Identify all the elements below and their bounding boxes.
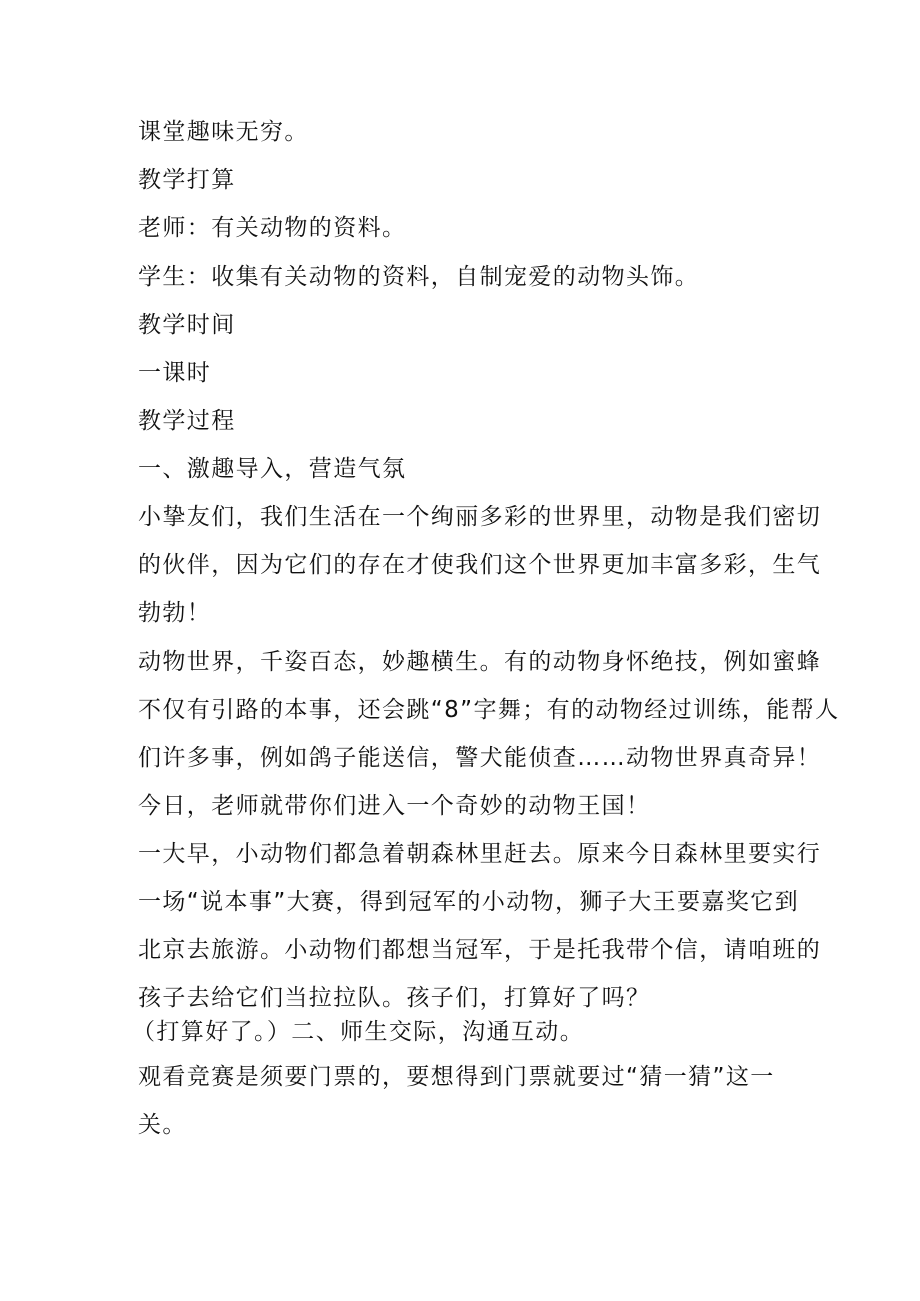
section-heading: 一、激趣导入，营造气氛 <box>138 456 407 482</box>
paragraph-line: 们许多事，例如鸽子能送信，警犬能侦查……动物世界真奇异！ <box>138 745 822 771</box>
text-line: 一课时 <box>138 360 212 386</box>
text-line: 老师：有关动物的资料。 <box>138 215 407 241</box>
section-heading: 教学过程 <box>138 408 236 434</box>
paragraph-line: 小挚友们，我们生活在一个绚丽多彩的世界里，动物是我们密切 <box>138 504 822 530</box>
paragraph-line: 的伙伴，因为它们的存在才使我们这个世界更加丰富多彩，生气 <box>138 552 822 578</box>
paragraph-line: 一大早，小动物们都急着朝森林里赶去。原来今日森林里要实行 <box>138 841 822 867</box>
paragraph-line: 动物世界，千姿百态，妙趣横生。有的动物身怀绝技，例如蜜蜂 <box>138 649 822 675</box>
paragraph-line: 勃勃！ <box>138 600 212 626</box>
paragraph-line: 不仅有引路的本事，还会跳“8”字舞；有的动物经过训练，能帮人 <box>138 697 840 723</box>
paragraph-line: （打算好了。）二、师生交际，沟通互动。 <box>132 1019 585 1045</box>
section-heading: 教学打算 <box>138 167 236 193</box>
text-line: 课堂趣味无穷。 <box>138 119 309 145</box>
paragraph-line: 观看竞赛是须要门票的，要想得到门票就要过“猜一猜”这一 <box>138 1064 775 1090</box>
section-heading: 教学时间 <box>138 312 236 338</box>
paragraph-line: 关。 <box>138 1112 187 1138</box>
paragraph-line: 孩子去给它们当拉拉队。孩子们，打算好了吗？ <box>138 985 651 1011</box>
paragraph-line: 今日，老师就带你们进入一个奇妙的动物王国！ <box>138 793 651 819</box>
text-line: 学生：收集有关动物的资料，自制宠爱的动物头饰。 <box>138 264 700 290</box>
paragraph-line: 北京去旅游。小动物们都想当冠军，于是托我带个信，请咱班的 <box>138 937 822 963</box>
paragraph-line: 一场“说本事”大赛，得到冠军的小动物，狮子大王要嘉奖它到 <box>138 889 800 915</box>
